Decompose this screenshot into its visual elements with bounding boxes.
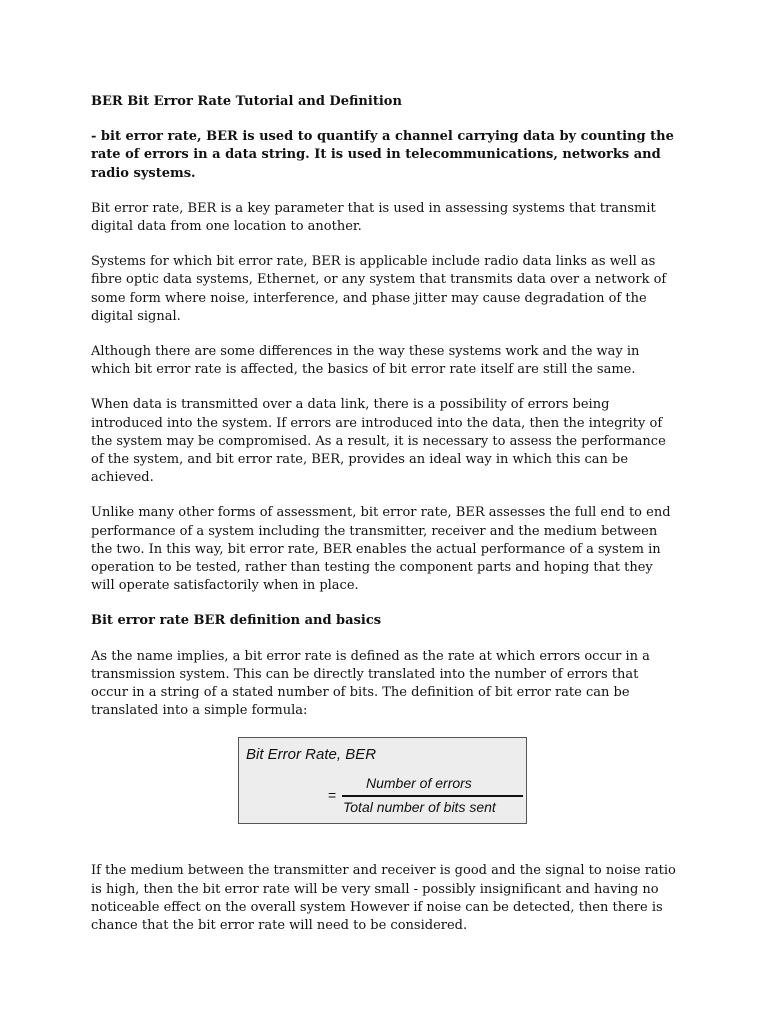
formula-equals: = — [328, 787, 337, 804]
paragraph: Although there are some differences in the way these systems work and the way in which bit error rate is affected, the basics of bit error rate itself are still the same. — [91, 344, 640, 378]
paragraph: Unlike many other forms of assessment, bit error rate, BER assesses the full end to end performance of a system including the transmitter, receiver and the medium between the two. In this way, bit error rate, BER enables the actual performance of a system in operation to be tested, rather than testing the component parts and hoping that they will operate satisfactorily when in place. — [91, 505, 671, 594]
formula-numerator: Number of errors — [366, 775, 472, 792]
section-paragraph: As the name implies, a bit error rate is defined as the rate at which errors occur in a transmission system. This can be directly translated into the number of errors that occur in a string of a stated number of bits. The definition of bit error rate can be translated into a simple formula: — [91, 648, 650, 719]
section-heading: Bit error rate BER definition and basics — [91, 613, 382, 629]
paragraph: Bit error rate, BER is a key parameter that is used in assessing systems that transmit digital data from one location to another. — [91, 200, 656, 235]
paragraph: Systems for which bit error rate, BER is applicable include radio data links as well as fibre optic data systems, Ethernet, or any system that transmits data over a network of some form where noise, interference, and phase jitter may cause degradation of the digital signal. — [91, 254, 667, 324]
formula-label: Bit Error Rate, BER — [246, 746, 377, 764]
paragraph: When data is transmitted over a data link, there is a possibility of errors being introduced into the system. If errors are introduced into the data, then the integrity of the system may be compromised. As a result, it is necessary to assess the performance of the system, and bit error rate, BER, provides an ideal way in which this can be achieved. — [91, 397, 666, 486]
fraction-bar — [342, 795, 523, 797]
formula-figure — [91, 737, 677, 845]
document-title: BER Bit Error Rate Tutorial and Definition — [91, 94, 402, 109]
document-page — [91, 93, 677, 952]
closing-paragraph: If the medium between the transmitter and receiver is good and the signal to noise ratio is high, then the bit error rate will be very small - possibly insignificant and having no noticeable effect on the overall system However if noise can be detected, then there is chance that the bit error rate will need to be considered. — [91, 863, 676, 934]
formula-box — [238, 737, 527, 824]
summary-paragraph: - bit error rate, BER is used to quantify a channel carrying data by counting the rate of errors in a data string. It is used in telecommunications, networks and radio systems. — [91, 129, 674, 181]
formula-denominator: Total number of bits sent — [343, 799, 496, 816]
